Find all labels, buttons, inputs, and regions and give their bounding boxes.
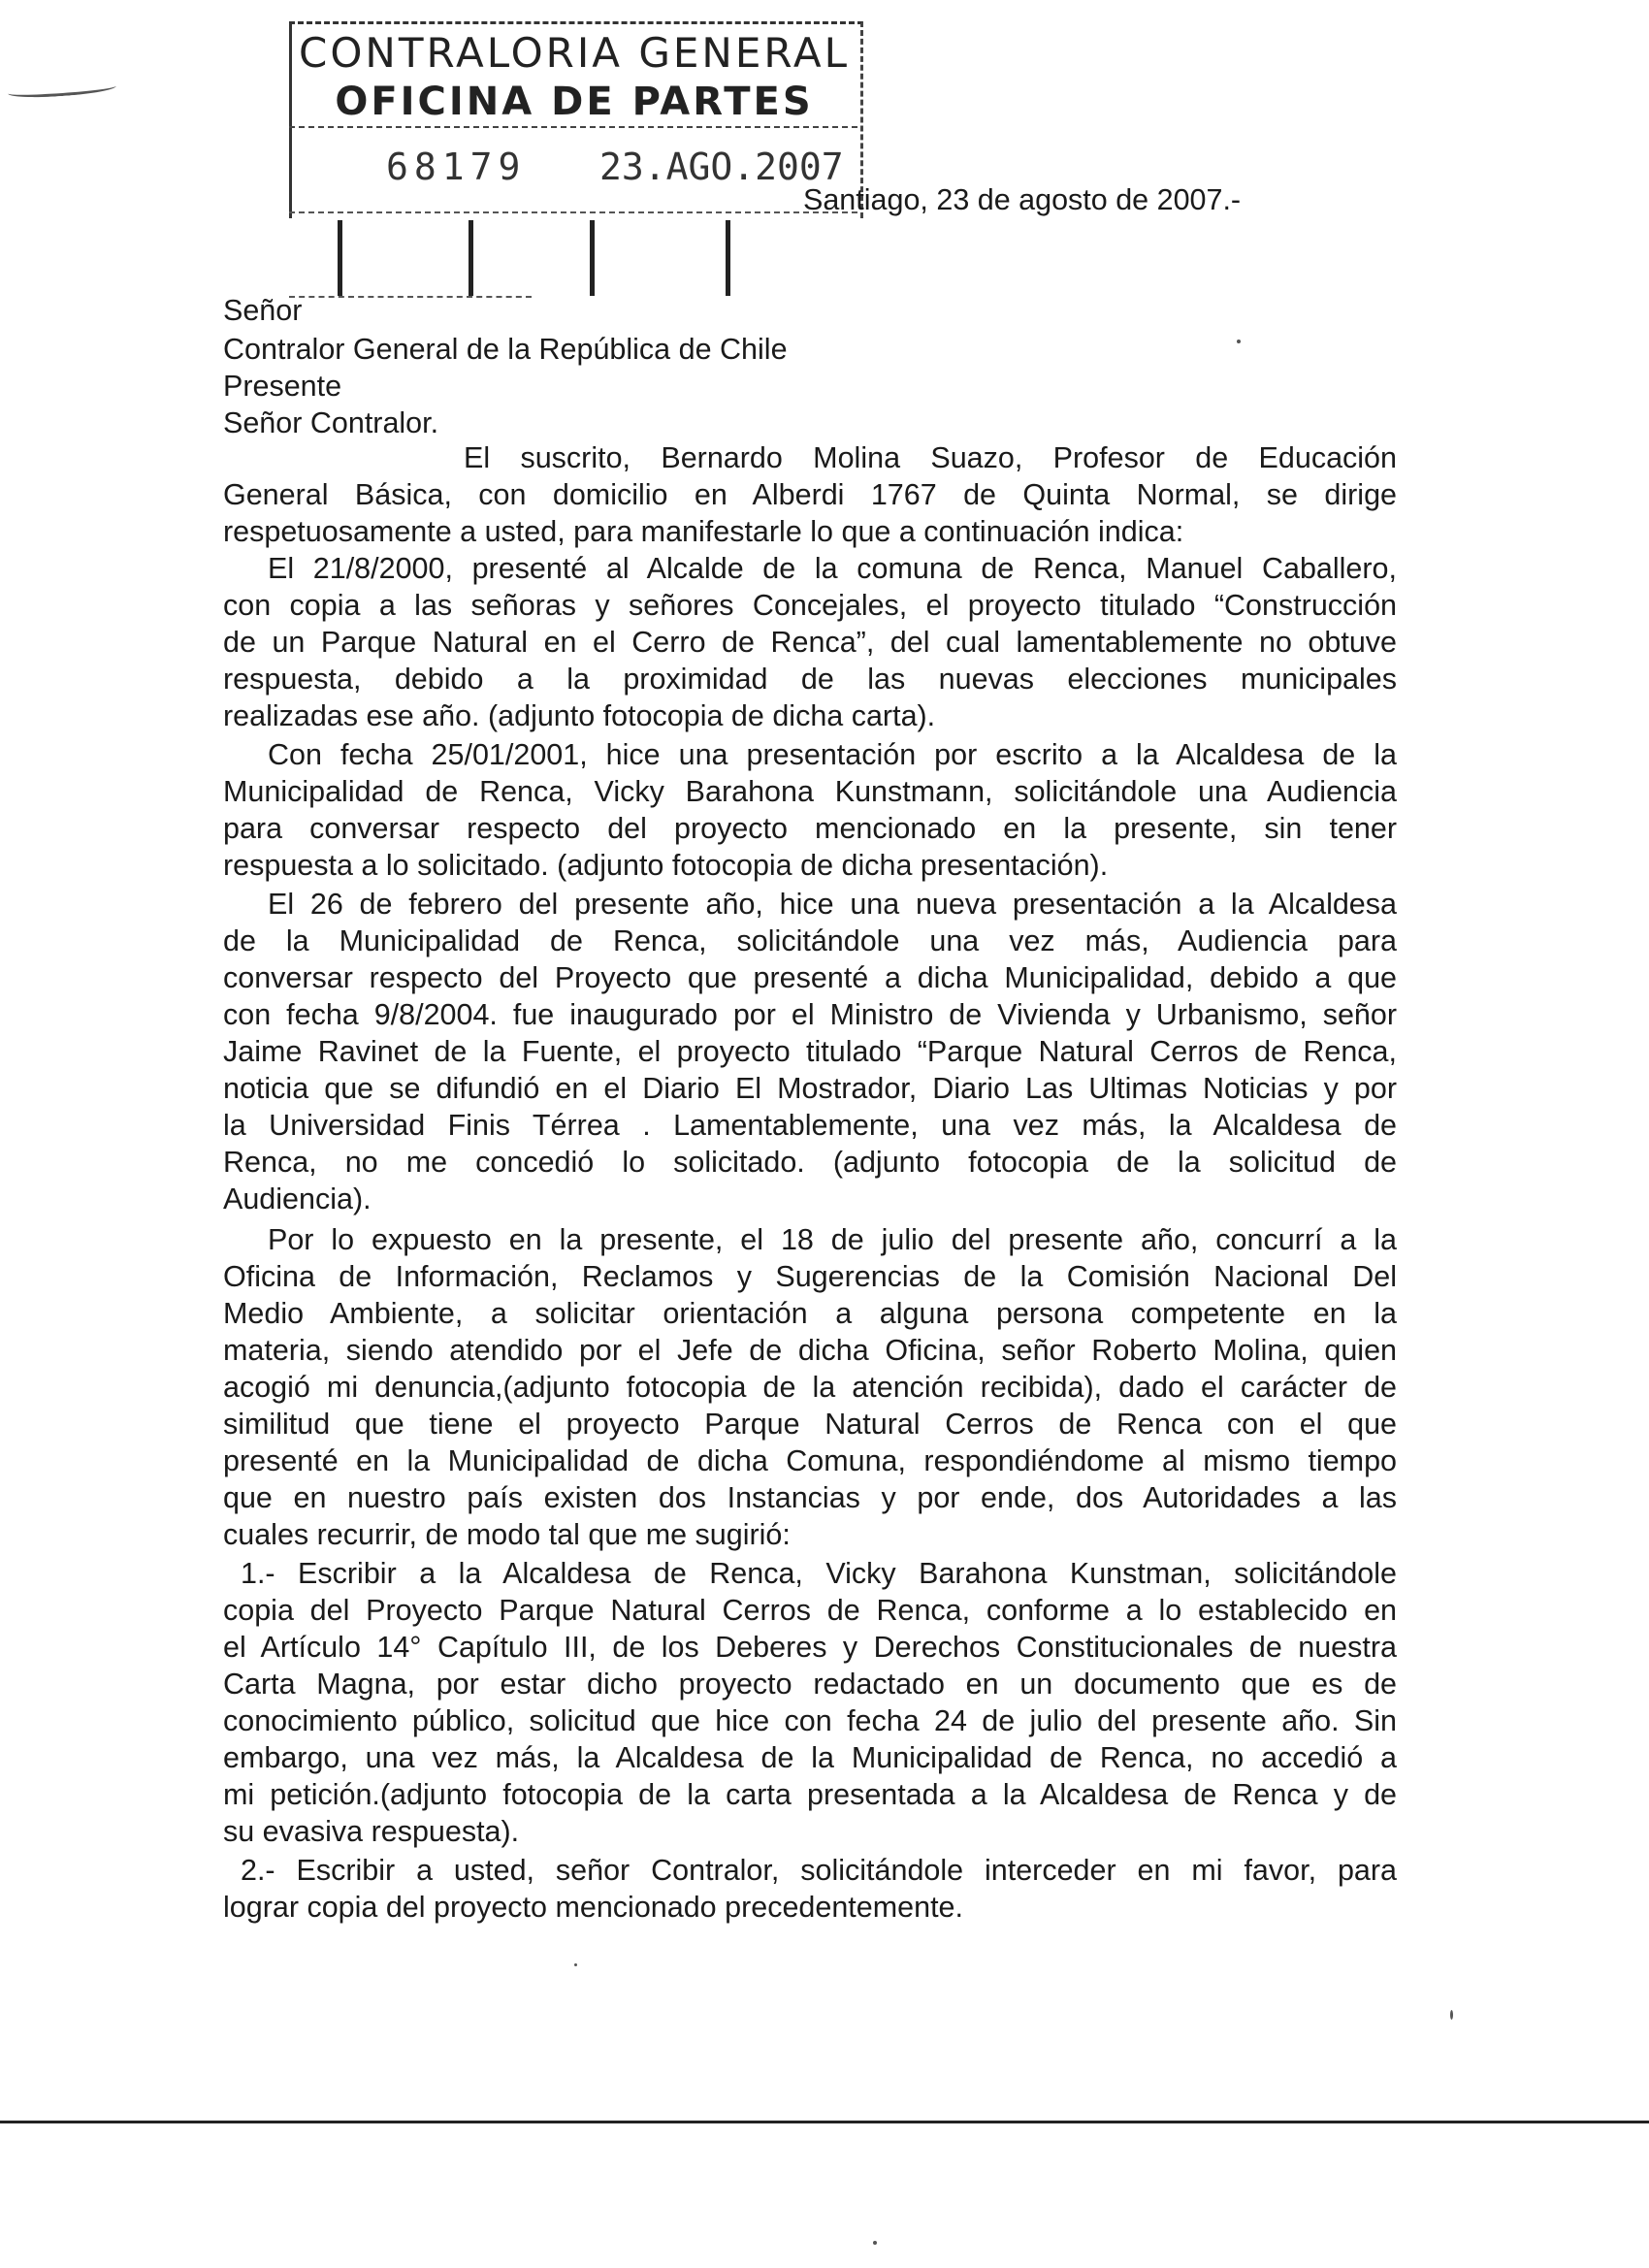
body-line: Renca, no me concedió lo solicitado. (adjunto fotocopia de la solicitud de (223, 1146, 1397, 1179)
body-line: realizadas ese año. (adjunto fotocopia de dicha carta). (223, 699, 936, 732)
salutation: Señor Contralor. (223, 406, 439, 439)
body-line: Jaime Ravinet de la Fuente, el proyecto titulado “Parque Natural Cerros de Renca, (223, 1035, 1397, 1068)
body-line: mi petición.(adjunto fotocopia de la carta presentada a la Alcaldesa de Renca y de (223, 1778, 1397, 1811)
body-line: materia, siendo atendido por el Jefe de dicha Oficina, señor Roberto Molina, quien (223, 1334, 1397, 1367)
body-line: la Universidad Finis Térrea . Lamentablemente, una vez más, la Alcaldesa de (223, 1109, 1397, 1142)
scan-speck (1237, 340, 1241, 343)
body-line: cuales recurrir, de modo tal que me sugirió: (223, 1518, 791, 1551)
body-line: General Básica, con domicilio en Alberdi 1767 de Quinta Normal, se dirige (223, 478, 1397, 511)
body-line: el Artículo 14° Capítulo III, de los Deberes y Derechos Constitucionales de nuestra (223, 1631, 1397, 1664)
body-line: acogió mi denuncia,(adjunto fotocopia de la atención recibida), dado el carácter de (223, 1371, 1397, 1404)
stamp-tick (726, 220, 730, 296)
body-line: para conversar respecto del proyecto mencionado en la presente, sin tener (223, 812, 1397, 845)
body-line: Audiencia). (223, 1183, 372, 1215)
body-line: El 26 de febrero del presente año, hice una nueva presentación a la Alcaldesa (268, 888, 1397, 921)
received-stamp (289, 21, 859, 291)
stamp-institution: CONTRALORIA GENERAL (299, 29, 850, 77)
body-line: El 21/8/2000, presenté al Alcalde de la comuna de Renca, Manuel Caballero, (268, 552, 1397, 585)
body-line: embargo, una vez más, la Alcaldesa de la Municipalidad de Renca, no accedió a (223, 1741, 1397, 1774)
recipient-line: Presente (223, 370, 342, 403)
body-line: 2.- Escribir a usted, señor Contralor, solicitándole interceder en mi favor, para (241, 1854, 1397, 1887)
pen-mark (8, 80, 117, 100)
stamp-office: OFICINA DE PARTES (335, 80, 814, 124)
body-line: de la Municipalidad de Renca, solicitándole una vez más, Audiencia para (223, 924, 1397, 957)
body-line: respetuosamente a usted, para manifestarle lo que a continuación indica: (223, 515, 1184, 548)
body-line: Oficina de Información, Reclamos y Sugerencias de la Comisión Nacional Del (223, 1260, 1397, 1293)
scan-speck (574, 1963, 577, 1966)
body-line: que en nuestro país existen dos Instancias y por ende, dos Autoridades a las (223, 1481, 1397, 1514)
recipient-line: Señor (223, 294, 303, 327)
body-line: presenté en la Municipalidad de dicha Comuna, respondiéndome al mismo tiempo (223, 1444, 1397, 1477)
scan-edge-line (0, 2121, 1649, 2123)
body-line: Municipalidad de Renca, Vicky Barahona Kunstmann, solicitándole una Audiencia (223, 775, 1397, 808)
stamp-bottom-line (289, 296, 532, 298)
body-line: con copia a las señoras y señores Concejales, el proyecto titulado “Construcción (223, 589, 1397, 622)
stamp-tick (469, 220, 473, 296)
body-line: Con fecha 25/01/2001, hice una presentación por escrito a la Alcaldesa de la (268, 738, 1397, 771)
body-line: Medio Ambiente, a solicitar orientación a alguna persona competente en la (223, 1297, 1397, 1330)
body-line: noticia que se difundió en el Diario El Mostrador, Diario Las Ultimas Noticias y por (223, 1072, 1397, 1105)
body-line: conversar respecto del Proyecto que presenté a dicha Municipalidad, debido a que (223, 961, 1397, 994)
body-line: 1.- Escribir a la Alcaldesa de Renca, Vicky Barahona Kunstman, solicitándole (241, 1557, 1397, 1590)
body-line: su evasiva respuesta). (223, 1815, 520, 1848)
stamp-date: 23.AGO.2007 (599, 146, 844, 188)
body-line: El suscrito, Bernardo Molina Suazo, Profesor de Educación (464, 441, 1397, 474)
scan-speck (1450, 2010, 1453, 2020)
body-line: respuesta, debido a la proximidad de las nuevas elecciones municipales (223, 663, 1397, 696)
body-line: de un Parque Natural en el Cerro de Renca”, del cual lamentablemente no obtuve (223, 626, 1397, 659)
stamp-divider-2 (289, 211, 857, 213)
body-line: respuesta a lo solicitado. (adjunto fotocopia de dicha presentación). (223, 849, 1109, 882)
body-line: conocimiento público, solicitud que hice con fecha 24 de julio del presente año. Sin (223, 1704, 1397, 1737)
stamp-divider (289, 126, 857, 128)
stamp-number: 68179 (386, 146, 527, 188)
stamp-tick (338, 220, 342, 296)
recipient-line: Contralor General de la República de Chile (223, 333, 788, 366)
place-date: Santiago, 23 de agosto de 2007.- (803, 183, 1242, 216)
stamp-tick (590, 220, 595, 296)
body-line: similitud que tiene el proyecto Parque Natural Cerros de Renca con el que (223, 1408, 1397, 1441)
body-line: Por lo expuesto en la presente, el 18 de julio del presente año, concurrí a la (268, 1223, 1397, 1256)
body-line: con fecha 9/8/2004. fue inaugurado por el Ministro de Vivienda y Urbanismo, señor (223, 998, 1397, 1031)
body-line: lograr copia del proyecto mencionado precedentemente. (223, 1891, 963, 1924)
body-line: Carta Magna, por estar dicho proyecto redactado en un documento que es de (223, 1668, 1397, 1701)
body-line: copia del Proyecto Parque Natural Cerros de Renca, conforme a lo establecido en (223, 1594, 1397, 1627)
scan-speck (873, 2241, 877, 2245)
